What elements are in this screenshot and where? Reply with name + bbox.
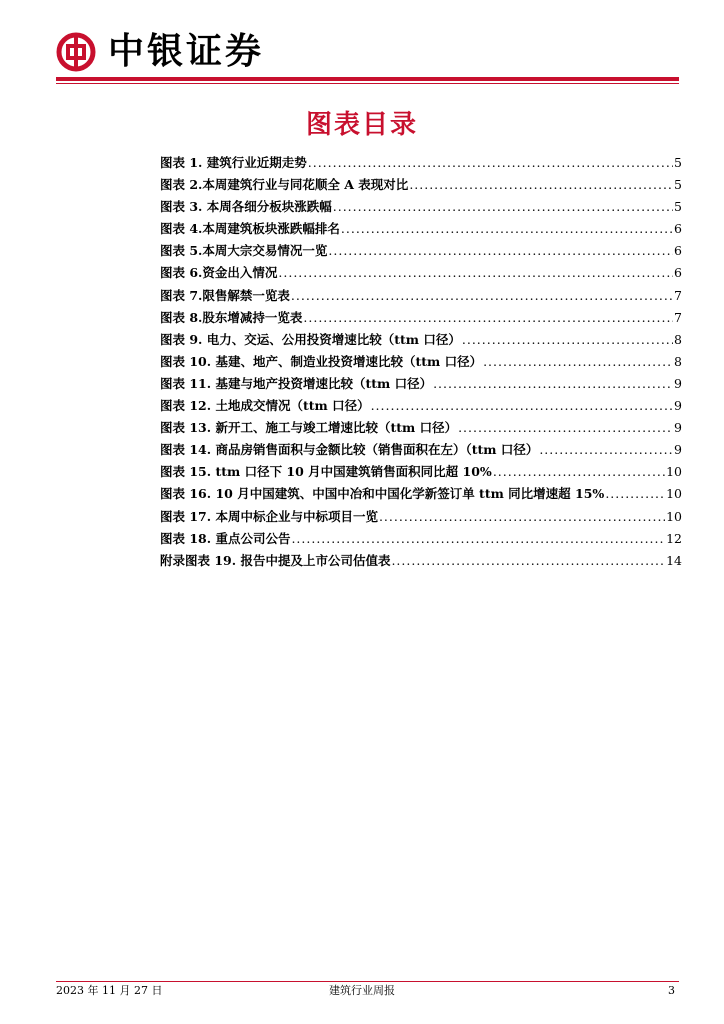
toc-entry[interactable] <box>160 196 682 218</box>
toc-entry-page[interactable]: 5 <box>674 199 682 215</box>
toc-entry-page[interactable]: 9 <box>674 420 682 436</box>
toc-entry-label[interactable]: 图表 12. 土地成交情况（ttm 口径） <box>160 398 370 414</box>
toc-entry-label[interactable]: 图表 18. 重点公司公告 <box>160 530 291 546</box>
toc-leader-dots <box>328 240 673 262</box>
toc-entry[interactable] <box>160 174 682 196</box>
toc-entry[interactable] <box>160 506 682 528</box>
toc-entry[interactable] <box>160 307 682 329</box>
toc-leader-dots <box>605 483 665 505</box>
toc-entry[interactable] <box>160 262 682 284</box>
footer-page-number: 3 <box>668 984 675 997</box>
toc-entry-page[interactable]: 12 <box>666 530 682 546</box>
toc-leader-dots <box>458 417 673 439</box>
toc-entry-page[interactable]: 5 <box>674 177 682 193</box>
toc-entry-label[interactable]: 图表 14. 商品房销售面积与金额比较（销售面积在左）（ttm 口径） <box>160 442 539 458</box>
footer-rule <box>56 981 679 982</box>
toc-entry-label[interactable]: 图表 16. 10 月中国建筑、中国中冶和中国化学新签订单 ttm 同比增速超 15% <box>160 486 605 502</box>
header-rule-thin <box>56 83 679 84</box>
toc-entry-label[interactable]: 图表 1. 建筑行业近期走势 <box>160 155 307 170</box>
toc-entry[interactable] <box>160 240 682 262</box>
toc-entry[interactable] <box>160 329 682 351</box>
toc-entry-page[interactable]: 6 <box>674 243 682 259</box>
toc-entry-label[interactable]: 图表 5.本周大宗交易情况一览 <box>160 243 328 259</box>
toc-entry-page[interactable]: 10 <box>666 508 682 524</box>
toc-leader-dots <box>291 528 665 550</box>
toc-leader-dots <box>483 351 673 373</box>
toc-entry-label[interactable]: 图表 7.限售解禁一览表 <box>160 287 290 303</box>
footer-report-name: 建筑行业周报 <box>329 984 395 997</box>
toc-entry-page[interactable]: 7 <box>674 309 682 325</box>
toc-entry[interactable] <box>160 461 682 483</box>
toc-entry[interactable] <box>160 285 682 307</box>
toc-entry[interactable] <box>160 351 682 373</box>
toc-leader-dots <box>371 395 673 417</box>
toc-title: 图表目录 <box>305 110 418 140</box>
boc-logo-icon <box>56 32 96 72</box>
toc-entry-label[interactable]: 图表 17. 本周中标企业与中标项目一览 <box>160 508 378 524</box>
toc-entry-label[interactable]: 图表 6.资金出入情况 <box>160 265 278 281</box>
toc-entry[interactable] <box>160 417 682 439</box>
toc-leader-dots <box>379 506 665 528</box>
toc-entry[interactable] <box>160 528 682 550</box>
toc-entry[interactable] <box>160 395 682 417</box>
header-rule <box>56 77 679 81</box>
toc-entry-page[interactable]: 6 <box>674 221 682 237</box>
brand-name: 中银证券 <box>108 31 265 72</box>
toc-entry-page[interactable]: 5 <box>674 155 682 170</box>
toc-leader-dots <box>409 174 673 196</box>
toc-entry-page[interactable]: 9 <box>674 442 682 458</box>
toc-entry-page[interactable]: 8 <box>674 331 682 347</box>
toc-entry-label[interactable]: 图表 10. 基建、地产、制造业投资增速比较（ttm 口径） <box>160 353 483 369</box>
page-header <box>56 30 676 76</box>
toc-entry-label[interactable]: 图表 2.本周建筑行业与同花顺全 A 表现对比 <box>160 177 409 193</box>
toc-entry[interactable] <box>160 439 682 461</box>
toc-leader-dots <box>462 329 673 351</box>
toc-entry[interactable] <box>160 152 682 174</box>
toc-entry-label[interactable]: 图表 4.本周建筑板块涨跌幅排名 <box>160 221 340 237</box>
toc-leader-dots <box>539 439 673 461</box>
toc-entry-page[interactable]: 10 <box>666 486 682 502</box>
toc-entry-label[interactable]: 图表 3. 本周各细分板块涨跌幅 <box>160 199 332 215</box>
toc-entry-label[interactable]: 附录图表 19. 报告中提及上市公司估值表 <box>160 552 391 568</box>
toc-leader-dots <box>278 262 673 284</box>
toc-entry-label[interactable]: 图表 11. 基建与地产投资增速比较（ttm 口径） <box>160 375 433 391</box>
toc-entry-label[interactable]: 图表 15. ttm 口径下 10 月中国建筑销售面积同比超 10% <box>160 464 492 480</box>
footer-date: 2023 年 11 月 27 日 <box>56 984 163 997</box>
toc-entry-page[interactable]: 9 <box>674 398 682 414</box>
toc-entry-page[interactable]: 10 <box>666 464 682 480</box>
toc-leader-dots <box>308 152 673 174</box>
toc-entry[interactable] <box>160 218 682 240</box>
toc-leader-dots <box>341 218 673 240</box>
toc-entry[interactable] <box>160 373 682 395</box>
toc-entry-page[interactable]: 7 <box>674 287 682 303</box>
toc-entry[interactable] <box>160 483 682 505</box>
toc-entry-page[interactable]: 14 <box>666 552 682 568</box>
toc-entry-label[interactable]: 图表 13. 新开工、施工与竣工增速比较（ttm 口径） <box>160 420 458 436</box>
toc-leader-dots <box>333 196 673 218</box>
toc-entry-label[interactable]: 图表 8.股东增减持一览表 <box>160 309 303 325</box>
toc-entry-label[interactable]: 图表 9. 电力、交运、公用投资增速比较（ttm 口径） <box>160 331 461 347</box>
toc-entry-page[interactable]: 6 <box>674 265 682 281</box>
toc-entry-page[interactable]: 8 <box>674 353 682 369</box>
toc-leader-dots <box>493 461 665 483</box>
toc-entry[interactable] <box>160 550 682 572</box>
toc-entry-page[interactable]: 9 <box>674 375 682 391</box>
toc-leader-dots <box>291 285 673 307</box>
toc-leader-dots <box>391 550 665 572</box>
toc-leader-dots <box>433 373 673 395</box>
table-of-contents <box>160 152 682 572</box>
toc-leader-dots <box>303 307 673 329</box>
